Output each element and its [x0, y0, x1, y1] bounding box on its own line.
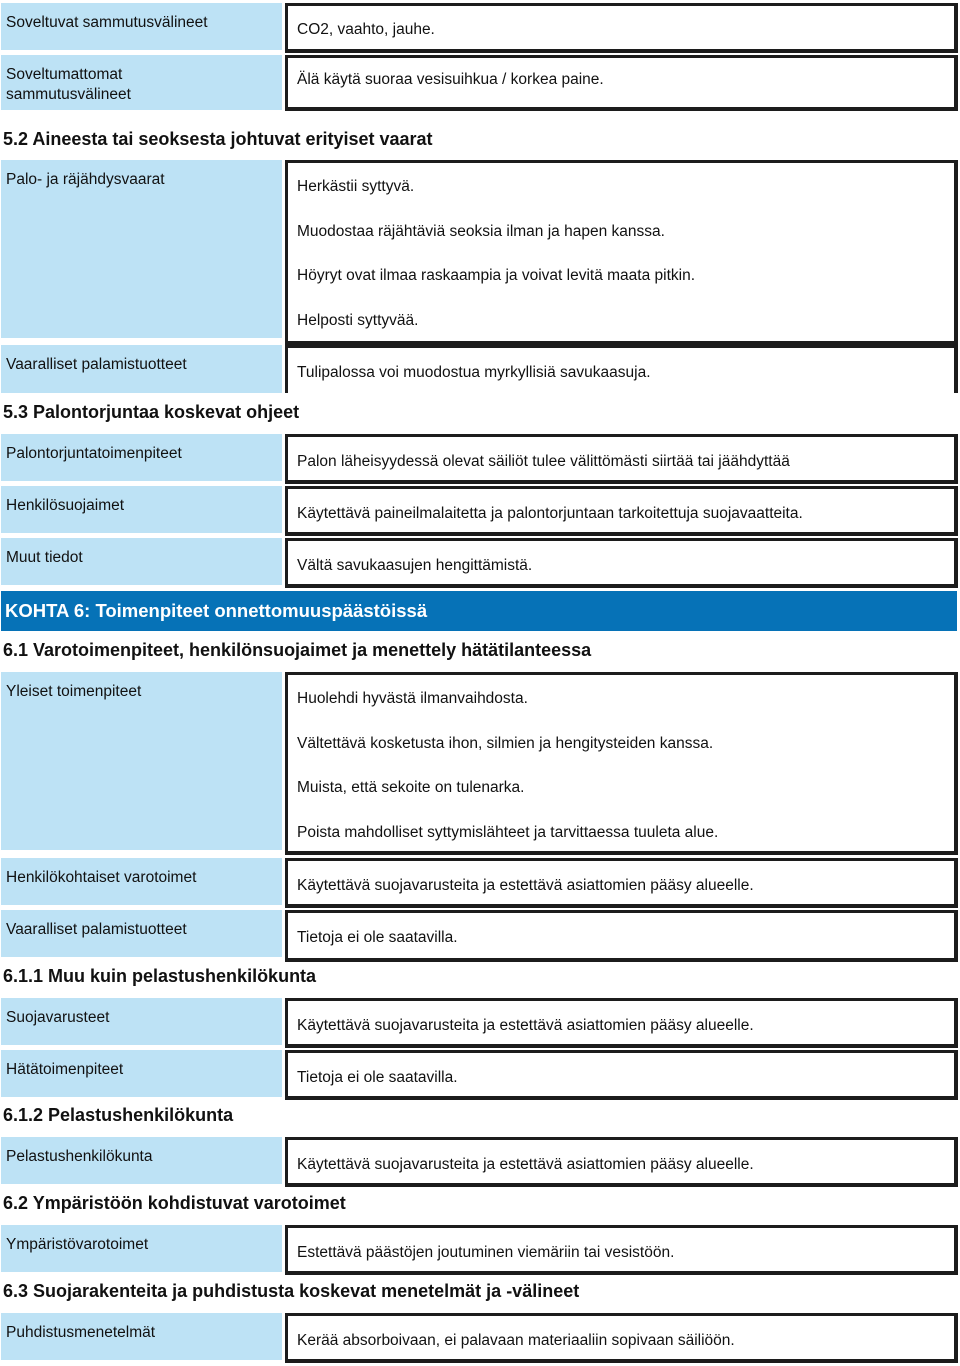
value-line: Poista mahdolliset syttymislähteet ja tarvittaessa tuuleta alue. [297, 824, 719, 841]
value-line: Helposti syttyvää. [297, 312, 419, 329]
section-heading: 5.3 Palontorjuntaa koskevat ohjeet [3, 402, 300, 422]
value-line: Käytettävä suojavarusteita ja estettävä asiattomien pääsy alueelle. [297, 877, 754, 894]
row-value-box [285, 1050, 958, 1100]
value-line: Kerää absorboivaan, ei palavaan materiaaliin sopivaan säiliöön. [297, 1332, 735, 1349]
row-value-box [285, 160, 958, 345]
value-line: Palon läheisyydessä olevat säiliöt tulee välittömästi siirtää tai jäähdyttää [297, 453, 790, 470]
row-label: Suojavarusteet [1, 998, 282, 1045]
value-line: Huolehdi hyvästä ilmanvaihdosta. [297, 690, 528, 707]
section-heading: 6.1.2 Pelastushenkilökunta [3, 1105, 234, 1125]
row-value-box [285, 858, 958, 908]
row-value-box [285, 55, 958, 111]
value-line: Estettävä päästöjen joutuminen viemäriin tai vesistöön. [297, 1244, 675, 1261]
row-label: Puhdistusmenetelmät [1, 1313, 282, 1360]
row-value-box [285, 910, 958, 962]
value-line: CO2, vaahto, jauhe. [297, 21, 435, 38]
row-label: Soveltumattomat sammutusvälineet [1, 55, 282, 110]
value-line: Tietoja ei ole saatavilla. [297, 1069, 458, 1086]
value-line: Muodostaa räjähtäviä seoksia ilman ja hapen kanssa. [297, 223, 665, 240]
row-value-box [285, 345, 958, 393]
row-label: Ympäristövarotoimet [1, 1225, 282, 1272]
row-value-box [285, 434, 958, 484]
value-line: Vältä savukaasujen hengittämistä. [297, 557, 533, 574]
row-value-box [285, 672, 958, 855]
row-label: Muut tiedot [1, 538, 282, 585]
row-value-box [285, 486, 958, 536]
row-value-box [285, 3, 958, 53]
row-value-box [285, 538, 958, 588]
section-heading: 5.2 Aineesta tai seoksesta johtuvat erityiset vaarat [3, 129, 433, 149]
row-label: Palo- ja räjähdysvaarat [1, 160, 282, 338]
row-label: Pelastushenkilökunta [1, 1137, 282, 1184]
section-heading: 6.1 Varotoimenpiteet, henkilönsuojaimet ja menettely hätätilanteessa [3, 640, 592, 660]
section-heading: 6.1.1 Muu kuin pelastushenkilökunta [3, 966, 317, 986]
row-label: Vaaralliset palamistuotteet [1, 345, 282, 393]
value-line: Höyryt ovat ilmaa raskaampia ja voivat levitä maata pitkin. [297, 267, 695, 284]
row-value-box [285, 1313, 958, 1363]
row-label: Henkilökohtaiset varotoimet [1, 858, 282, 905]
value-line: Vältettävä kosketusta ihon, silmien ja hengitysteiden kanssa. [297, 735, 714, 752]
row-value-box [285, 998, 958, 1048]
value-line: Käytettävä paineilmalaitetta ja palontorjuntaan tarkoitettuja suojavaatteita. [297, 505, 803, 522]
value-line: Muista, että sekoite on tulenarka. [297, 779, 525, 796]
row-label: Hätätoimenpiteet [1, 1050, 282, 1097]
value-line: Tulipalossa voi muodostua myrkyllisiä savukaasuja. [297, 364, 651, 381]
row-label: Henkilösuojaimet [1, 486, 282, 533]
value-line: Herkästii syttyvä. [297, 178, 415, 195]
section-banner: KOHTA 6: Toimenpiteet onnettomuuspäästöissä [1, 591, 957, 631]
row-label: Palontorjuntatoimenpiteet [1, 434, 282, 481]
row-label: Yleiset toimenpiteet [1, 672, 282, 850]
row-value-box [285, 1137, 958, 1187]
section-heading: 6.2 Ympäristöön kohdistuvat varotoimet [3, 1193, 346, 1213]
value-line: Tietoja ei ole saatavilla. [297, 929, 458, 946]
row-value-box [285, 1225, 958, 1275]
value-line: Käytettävä suojavarusteita ja estettävä asiattomien pääsy alueelle. [297, 1017, 754, 1034]
row-label: Vaaralliset palamistuotteet [1, 910, 282, 957]
row-label: Soveltuvat sammutusvälineet [1, 3, 282, 50]
value-line: Älä käytä suoraa vesisuihkua / korkea paine. [297, 71, 604, 88]
section-heading: 6.3 Suojarakenteita ja puhdistusta koskevat menetelmät ja -välineet [3, 1281, 580, 1301]
value-line: Käytettävä suojavarusteita ja estettävä asiattomien pääsy alueelle. [297, 1156, 754, 1173]
